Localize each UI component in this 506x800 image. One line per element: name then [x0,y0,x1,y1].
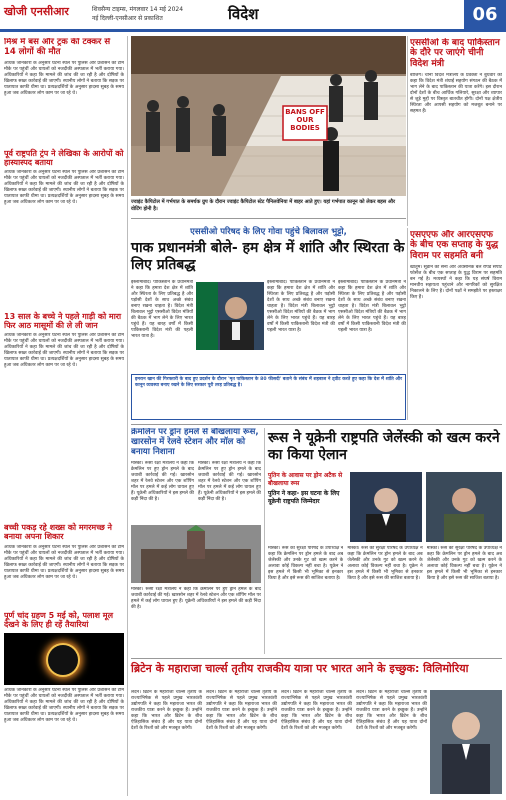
eclipse-photo [4,633,124,685]
article-text: अधिक जानकारी के अनुसार घटना स्थल पर पुलिस और प्रशासन की टीमें मौके पर पहुंचीं और घायलों को नजदीकी अस्पताल में भर्ती कराया गया। अधिकारियों ने कहा कि मामले की जांच की जा रही है और दोषियों के खिलाफ सख्त कार्रवाई की जाएगी। स्थानीय लोगों ने बताया कि सड़क पर यातायात काफी धीमा था। प्रत्यक्षदर्शियों के अनुसार हादसा सुबह के समय हुआ जब अधिकतर लोग काम पर जा रहे थे। [4,169,124,205]
russia-headline: रूस ने यूक्रेनी राष्ट्रपति जेलेंस्की को खत्म करने का किया ऐलान [268,430,500,463]
article-text: अधिक जानकारी के अनुसार घटना स्थल पर पुलिस और प्रशासन की टीमें मौके पर पहुंचीं और घायलों को नजदीकी अस्पताल में भर्ती कराया गया। अधिकारियों ने कहा कि मामले की जांच की जा रही है और दोषियों के खिलाफ सख्त कार्रवाई की जाएगी। स्थानीय लोगों ने बताया कि सड़क पर यातायात काफी धीमा था। प्रत्यक्षदर्शियों के अनुसार हादसा सुबह के समय हुआ जब अधिकतर लोग काम पर जा रहे थे। [4,333,124,369]
article-text: अधिक जानकारी के अनुसार घटना स्थल पर पुलिस और प्रशासन की टीमें मौके पर पहुंचीं और घायलों को नजदीकी अस्पताल में भर्ती कराया गया। अधिकारियों ने कहा कि मामले की जांच की जा रही है और दोषियों के खिलाफ सख्त कार्रवाई की जाएगी। स्थानीय लोगों ने बताया कि सड़क पर यातायात काफी धीमा था। प्रत्यक्षदर्शियों के अनुसार हादसा सुबह के समय हुआ जब अधिकतर लोग काम पर जा रहे थे। [4,544,124,580]
russia-sub1: पुतिन के आवास पर ड्रोन अटैक से बौखलाया रूस [268,472,343,487]
king-portrait [430,690,502,794]
headline-trump: पूर्व राष्ट्रपति ट्रंप ने लेखिका के आरोपों को हास्यास्पद बताया [4,148,124,167]
column-divider [264,428,265,654]
protest-sign-text: BANS OFF OUR BODIES [285,108,325,132]
article-text: लंदन। ब्रिटेन के महाराजा चार्ल्स तृतीय के राज्याभिषेक से पहले प्रमुख भारतवंशी उद्योगपति ने कहा कि महाराजा भारत की राजकीय यात्रा करने के इच्छुक हैं। उन्होंने कहा कि भारत और ब्रिटेन के बीच ऐतिहासिक संबंध हैं और यह यात्रा दोनों देशों के रिश्तों को और मजबूत करेगी। [356,690,427,731]
protest-scene [131,36,406,196]
britain-body [131,690,427,796]
headline-eclipse: पूर्ण चांद ग्रहण 5 मई को, पलाश मूल देखने के लिए ही रहें तैयारियां [4,610,113,629]
article-text: इस्लामाबाद। पाकिस्तान के प्रधानमंत्री ने कहा कि हमारा देश क्षेत्र में शांति और स्थिरता के लिए प्रतिबद्ध है और पड़ोसी देशों के साथ अच्छे संबंध बनाए रखना चाहता है। विदेश मंत्री बिलावल भुट्टो एससीओ विदेश मंत्रियों की बैठक में भाग लेने के लिए भारत पहुंचे हैं। यह बारह वर्षों में किसी पाकिस्तानी विदेश मंत्री की पहली भारत यात्रा है। [338,280,406,333]
pakistan-body-3 [338,280,406,372]
drone-photo [131,525,261,583]
article-text: इस्लामाबाद। पाकिस्तान के प्रधानमंत्री ने कहा कि हमारा देश क्षेत्र में शांति और स्थिरता के लिए प्रतिबद्ध है और पड़ोसी देशों के साथ अच्छे संबंध बनाए रखना चाहता है। विदेश मंत्री बिलावल भुट्टो एससीओ विदेश मंत्रियों की बैठक में भाग लेने के लिए भारत पहुंचे हैं। यह बारह वर्षों में किसी पाकिस्तानी विदेश मंत्री की पहली भारत यात्रा है। [131,280,193,339]
divider [131,658,502,659]
dateline: शिवसैन्य टाइम्स, मंगलवार 14 मई 2024 [92,6,184,13]
article-text: मास्को। रूस की सुरक्षा परिषद के उपाध्यक्ष ने कहा कि क्रेमलिन पर ड्रोन हमले के बाद अब जेलेंस्की और उनके गुट को खत्म करने के अलावा कोई विकल्प नहीं बचा है। यूक्रेन ने इस हमले में किसी भी भूमिका से इनकार किया है और इसे रूस की साजिश बताया है। [347,546,423,581]
kremlin-building [131,525,261,583]
right-mid-story [410,230,502,420]
pakistan-note-box [131,374,406,420]
article-text: बीजिंग। चीनी विदेश मंत्रालय के प्रवक्ता ने बुधवार को कहा कि विदेश मंत्री शंघाई सहयोग संगठन की बैठक में भाग लेने के बाद पाकिस्तान की यात्रा करेंगे। इस दौरान दोनों देशों के बीच आर्थिक गलियारे, सुरक्षा और व्यापार से जुड़े मुद्दों पर विस्तृत बातचीत होगी। दोनों पक्ष क्षेत्रीय स्थिरता और आपसी सहयोग को मजबूत बनाने पर सहमत हैं। [410,73,502,115]
edition-line: नई दिल्ली-एनसीआर से प्रकाशित [92,15,163,22]
article-text: मास्को। रूसी रक्षा मंत्रालय ने कहा कि क्रेमलिन पर हुए ड्रोन हमले के बाद जवाबी कार्रवाई की गई। खारसोन शहर में रेलवे स्टेशन और एक शॉपिंग मॉल पर हमले में कई लोग घायल हुए हैं। यूक्रेनी अधिकारियों ने इस हमले की कड़ी निंदा की है। [131,587,261,611]
kremlin-story [131,428,261,658]
putin-photo [350,472,422,542]
protest-photo [131,36,406,196]
left-column [4,38,124,796]
photo-caption: ज्वाइंट कैपिटोल में गर्भपात के समर्थक ग्रुप के दौरान ज्वाइंट कैपिटोल स्टेट पैनिलवेनिया में बाहर आते हुए। यहां गर्भपात कानून को लेकर बहस और वोटिंग होनी है। [131,199,396,212]
column-divider [407,228,408,420]
right-top-story [410,38,502,228]
article-text: इस्लामाबाद। पाकिस्तान के प्रधानमंत्री ने कहा कि हमारा देश क्षेत्र में शांति और स्थिरता के लिए प्रतिबद्ध है और पड़ोसी देशों के साथ अच्छे संबंध बनाए रखना चाहता है। विदेश मंत्री बिलावल भुट्टो एससीओ विदेश मंत्रियों की बैठक में भाग लेने के लिए भारत पहुंचे हैं। यह बारह वर्षों में किसी पाकिस्तानी विदेश मंत्री की पहली भारत यात्रा है। [267,280,335,333]
zelensky-photo [426,472,502,542]
headline-china-fm: एससीओ के बाद पाकिस्तान के दौरे पर जाएंगे चीनी विदेश मंत्री [410,38,500,69]
column-divider [127,36,128,796]
russia-body [268,546,502,656]
britain-headline: ब्रिटेन के महाराजा चार्ल्स तृतीय राजकीय यात्रा पर भारत आने के इच्छुक: विलिमोरिया [131,662,469,675]
putin-portrait [350,472,422,542]
note-text: इमरान खान की गिरफ्तारी के बाद हुए प्रदर्शन के दौरान 'मृत पाकिस्तान के 80 फीसदी' बताने के संबंध में शहबाज ने ट्वीट करते हुए कहा कि देश में शांति और कानून व्यवस्था बनाए रखने के लिए सरकार पूरी तरह प्रतिबद्ध है। [135,377,402,388]
pakistan-body-2 [267,280,335,372]
britain-columns [131,690,427,794]
pakistan-pm-photo [196,282,264,350]
section-title: विदेश [228,5,259,23]
pakistan-body-1 [131,280,193,372]
article-text: मास्को। रूस की सुरक्षा परिषद के उपाध्यक्ष ने कहा कि क्रेमलिन पर ड्रोन हमले के बाद अब जेलेंस्की और उनके गुट को खत्म करने के अलावा कोई विकल्प नहीं बचा है। यूक्रेन ने इस हमले में किसी भी भूमिका से इनकार किया है और इसे रूस की साजिश बताया है। [268,546,344,581]
king-charles-photo [430,690,502,794]
article-text: मास्को। रूस की सुरक्षा परिषद के उपाध्यक्ष ने कहा कि क्रेमलिन पर ड्रोन हमले के बाद अब जेलेंस्की और उनके गुट को खत्म करने के अलावा कोई विकल्प नहीं बचा है। यूक्रेन ने इस हमले में किसी भी भूमिका से इनकार किया है और इसे रूस की साजिश बताया है। [426,546,502,581]
article-text: लंदन। ब्रिटेन के महाराजा चार्ल्स तृतीय के राज्याभिषेक से पहले प्रमुख भारतवंशी उद्योगपति ने कहा कि महाराजा भारत की राजकीय यात्रा करने के इच्छुक हैं। उन्होंने कहा कि भारत और ब्रिटेन के बीच ऐतिहासिक संबंध हैं और यह यात्रा दोनों देशों के रिश्तों को और मजबूत करेगी। [206,690,277,731]
headline-kremlin: क्रेमलिन पर ड्रोन हमले से बौखलाया रूस, खारसोन में रेलवे स्टेशन और मॉल को बनाया निशाना [131,428,259,457]
article-text: अधिक जानकारी के अनुसार घटना स्थल पर पुलिस और प्रशासन की टीमें मौके पर पहुंचीं और घायलों को नजदीकी अस्पताल में भर्ती कराया गया। अधिकारियों ने कहा कि मामले की जांच की जा रही है और दोषियों के खिलाफ सख्त कार्रवाई की जाएगी। स्थानीय लोगों ने बताया कि सड़क पर यातायात काफी धीमा था। प्रत्यक्षदर्शियों के अनुसार हादसा सुबह के समय हुआ जब अधिकतर लोग काम पर जा रहे थे। [4,688,124,724]
divider [131,424,502,425]
page-number: 06 [464,0,506,29]
article-text: अधिक जानकारी के अनुसार घटना स्थल पर पुलिस और प्रशासन की टीमें मौके पर पहुंचीं और घायलों को नजदीकी अस्पताल में भर्ती कराया गया। अधिकारियों ने कहा कि मामले की जांच की जा रही है और दोषियों के खिलाफ सख्त कार्रवाई की जाएगी। स्थानीय लोगों ने बताया कि सड़क पर यातायात काफी धीमा था। प्रत्यक्षदर्शियों के अनुसार हादसा सुबह के समय हुआ जब अधिकतर लोग काम पर जा रहे थे। [4,60,124,96]
page-header [0,0,506,32]
article-text: लंदन। ब्रिटेन के महाराजा चार्ल्स तृतीय के राज्याभिषेक से पहले प्रमुख भारतवंशी उद्योगपति ने कहा कि महाराजा भारत की राजकीय यात्रा करने के इच्छुक हैं। उन्होंने कहा कि भारत और ब्रिटेन के बीच ऐतिहासिक संबंध हैं और यह यात्रा दोनों देशों के रिश्तों को और मजबूत करेगी। [281,690,352,731]
article-text: लंदन। ब्रिटेन के महाराजा चार्ल्स तृतीय के राज्याभिषेक से पहले प्रमुख भारतवंशी उद्योगपति ने कहा कि महाराजा भारत की राजकीय यात्रा करने के इच्छुक हैं। उन्होंने कहा कि भारत और ब्रिटेन के बीच ऐतिहासिक संबंध हैं और यह यात्रा दोनों देशों के रिश्तों को और मजबूत करेगी। [131,690,202,731]
article-text: खार्तूम। सूडान की सेना और अर्धसैनिक बल रैपिड सपोर्ट फोर्सेज के बीच एक सप्ताह के युद्ध विराम पर सहमति बन गई है। मध्यस्थों ने कहा कि यह संघर्ष विराम मानवीय सहायता पहुंचाने और नागरिकों को सुरक्षित निकालने के लिए है। दोनों पक्षों ने समझौते पर हस्ताक्षर किए हैं। [410,265,502,301]
russia-columns [268,546,502,654]
headline-egypt: मिश्र में बस और ट्रक की टक्कर से 14 लोगों की मौत [4,38,111,57]
headline-crocodile: बच्ची पकड़ रहे शख्स को मगरमच्छ ने बनाया अपना शिकार [4,523,112,542]
headline-sudan: एसएएफ और आरएसएफ के बीच एक सप्ताह के युद्ध विराम पर सहमति बनी [410,230,499,261]
pakistan-headline: पाक प्रधानमंत्री बोले- हम क्षेत्र में शांति और स्थिरता के लिए प्रतिबद्ध [131,240,405,273]
pakistan-kicker: एससीओ परिषद के लिए गोवा पहुंचे बिलावल भुट्टो, [190,227,347,237]
headline-teen: 13 साल के बच्चे ने पहले गाड़ी को मारा फिर आठ मासूमों की ले ली जान [4,311,122,331]
article-text: मास्को। रूसी रक्षा मंत्रालय ने कहा कि क्रेमलिन पर हुए ड्रोन हमले के बाद जवाबी कार्रवाई की गई। खारसोन शहर में रेलवे स्टेशन और एक शॉपिंग मॉल पर हमले में कई लोग घायल हुए हैं। यूक्रेनी अधिकारियों ने इस हमले की कड़ी निंदा की है। [198,461,261,503]
column-divider [407,36,408,226]
article-text: मास्को। रूसी रक्षा मंत्रालय ने कहा कि क्रेमलिन पर हुए ड्रोन हमले के बाद जवाबी कार्रवाई की गई। खारसोन शहर में रेलवे स्टेशन और एक शॉपिंग मॉल पर हमले में कई लोग घायल हुए हैं। यूक्रेनी अधिकारियों ने इस हमले की कड़ी निंदा की है। [131,461,194,503]
newspaper-brand: खोजी एनसीआर [4,5,69,18]
pm-portrait [196,282,264,350]
zelensky-portrait [426,472,502,542]
kremlin-columns [131,461,261,521]
russia-sub2: पुतिन ने कहा- इस घटना के लिए यूक्रेनी राष्ट्रपति जिम्मेदार [268,490,340,505]
divider [131,218,406,219]
